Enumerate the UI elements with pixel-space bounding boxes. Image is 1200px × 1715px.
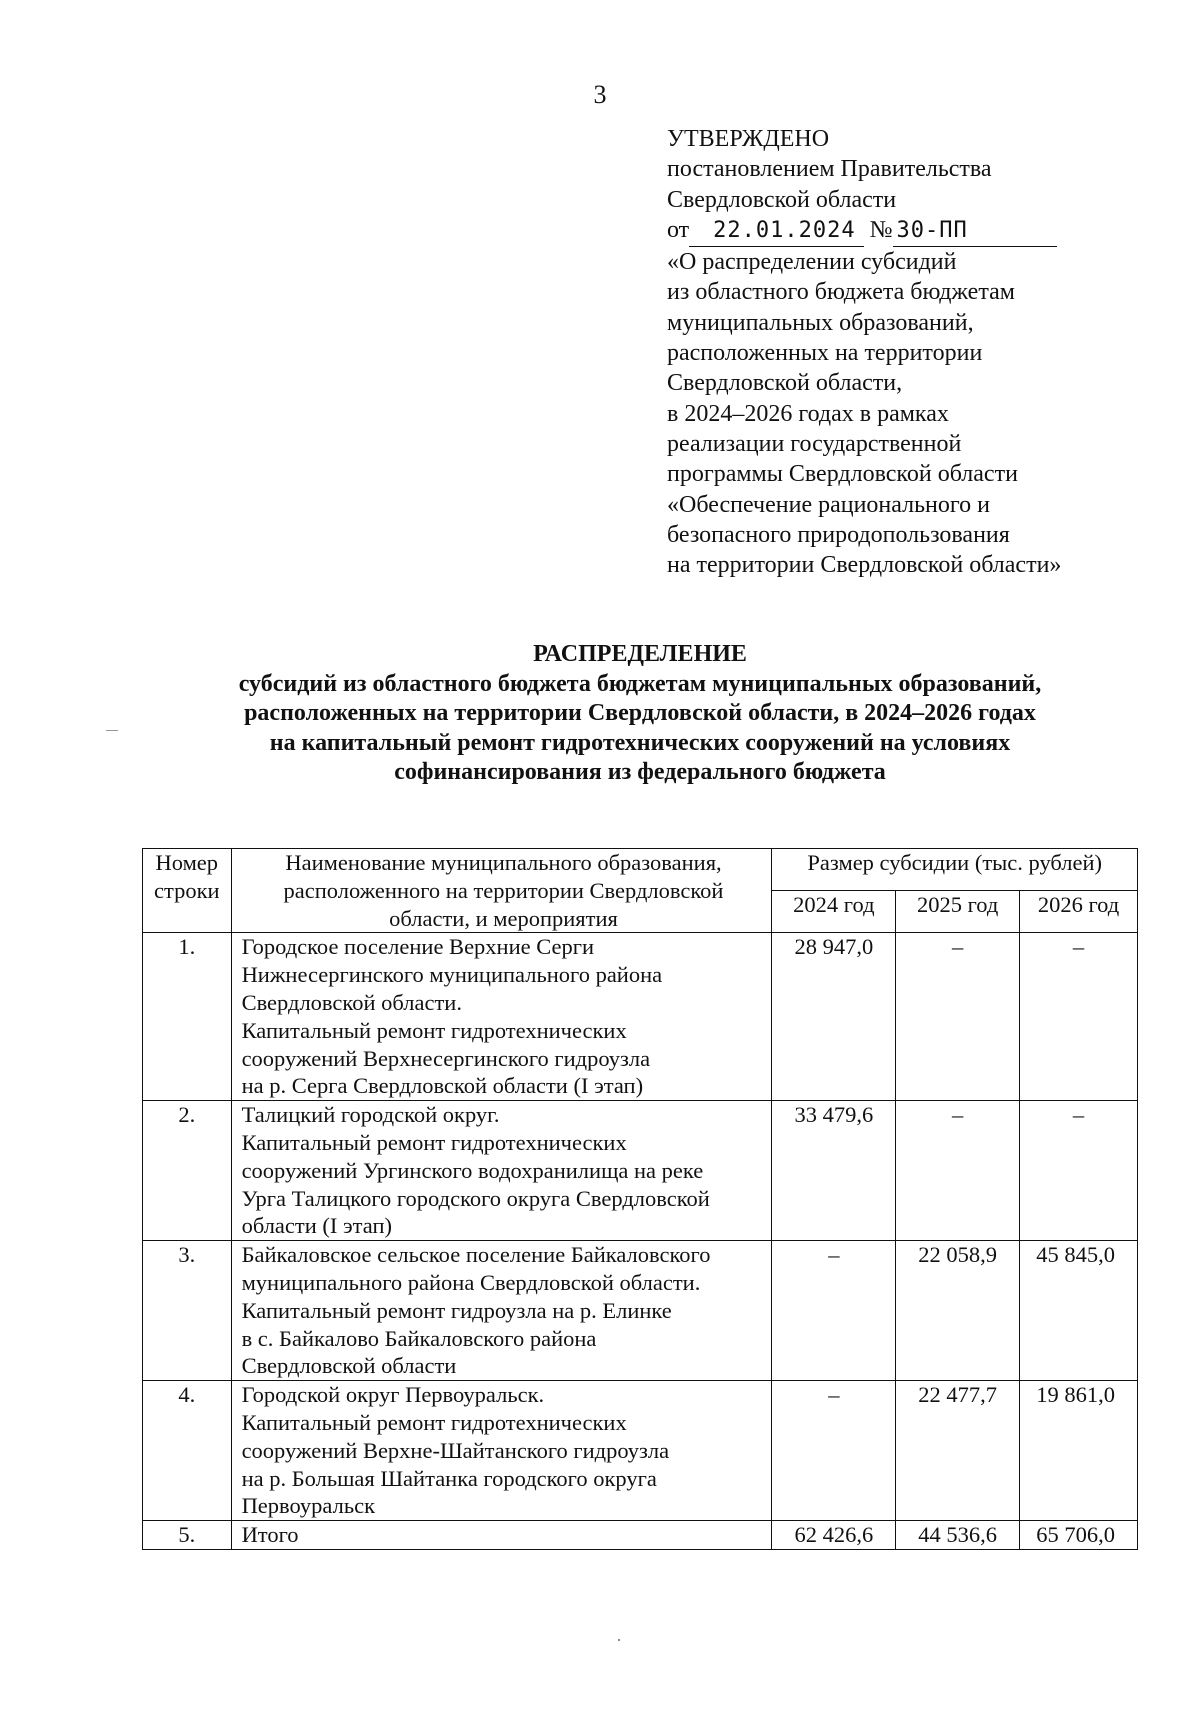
ref-number: 30-ПП — [893, 216, 1057, 247]
row-value-2025: 22 058,9 — [896, 1241, 1020, 1381]
approval-title-line: на территории Свердловской области» — [667, 552, 1062, 579]
row-value-2024: 62 426,6 — [772, 1521, 896, 1550]
approval-reference — [667, 215, 1147, 247]
approval-block — [667, 124, 1147, 580]
approval-title-line: Свердловской области, — [667, 370, 903, 397]
row-number: 5. — [143, 1521, 232, 1550]
row-value-2025: – — [896, 1101, 1020, 1241]
approval-title-line: из областного бюджета бюджетам — [667, 279, 1015, 306]
ref-date: 22.01.2024 — [689, 216, 863, 247]
document-title-main: РАСПРЕДЕЛЕНИЕ — [533, 641, 747, 667]
table-row-total — [143, 1521, 1138, 1550]
ref-no-sign: № — [869, 216, 893, 243]
row-number: 1. — [143, 933, 232, 1101]
header-year-2024: 2024 год — [772, 891, 896, 933]
row-name: Городской округ Первоуральск. Капитальный ремонт гидротехнических сооружений Верхне-Шайтанского гидроузла на р. Большая Шайтанка городского округа Первоуральск — [231, 1381, 772, 1521]
row-name: Городское поселение Верхние Серги Нижнесергинского муниципального района Свердловской области. Капитальный ремонт гидротехнических сооружений Верхнесергинского гидроузла на р. Серга Свердловской области (I этап) — [231, 933, 772, 1101]
table-row — [143, 933, 1138, 1101]
approval-heading: УТВЕРЖДЕНО — [667, 126, 830, 152]
ref-prefix: от — [667, 216, 690, 243]
document-title-line: расположенных на территории Свердловской области, в 2024–2026 годах — [244, 700, 1036, 726]
header-year-2026: 2026 год — [1020, 891, 1138, 933]
header-subsidy: Размер субсидии (тыс. рублей) — [772, 849, 1138, 891]
row-number: 3. — [143, 1241, 232, 1381]
approval-line: постановлением Правительства — [667, 156, 992, 183]
row-value-2024: 33 479,6 — [772, 1101, 896, 1241]
row-value-2026: 45 845,0 — [1020, 1241, 1138, 1381]
document-title-line: субсидий из областного бюджета бюджетам муниципальных образований, — [238, 670, 1042, 697]
subsidy-table — [142, 848, 1138, 1550]
approval-title-line: безопасного природопользования — [667, 521, 1010, 548]
header-number: Номер строки — [143, 849, 232, 933]
approval-title-line: муниципальных образований, — [667, 309, 974, 336]
document-title-line: на капитальный ремонт гидротехнических сооружений на условиях — [269, 729, 1011, 756]
header-name: Наименование муниципального образования, расположенного на территории Свердловской области, и мероприятия — [231, 849, 772, 933]
scan-dot — [618, 1639, 620, 1641]
row-number: 2. — [143, 1101, 232, 1241]
approval-title-line: расположенных на территории — [667, 340, 983, 367]
approval-title-line: программы Свердловской области — [667, 461, 1018, 488]
row-value-2024: 28 947,0 — [772, 933, 896, 1101]
approval-title-line: реализации государственной — [667, 430, 962, 457]
row-value-2026: 65 706,0 — [1020, 1521, 1138, 1550]
row-value-2025: 22 477,7 — [896, 1381, 1020, 1521]
approval-title-line: «О распределении субсидий — [667, 249, 957, 276]
document-title-line: софинансирования из федерального бюджета — [394, 759, 886, 785]
page-number: 3 — [593, 80, 607, 109]
table-row — [143, 1381, 1138, 1521]
row-value-2026: – — [1020, 1101, 1138, 1241]
row-value-2025: – — [896, 933, 1020, 1101]
row-value-2026: – — [1020, 933, 1138, 1101]
table-row — [143, 1101, 1138, 1241]
row-name: Талицкий городской округ. Капитальный ремонт гидротехнических сооружений Ургинского водохранилища на реке Урга Талицкого городского округа Свердловской области (I этап) — [231, 1101, 772, 1241]
row-name: Байкаловское сельское поселение Байкаловского муниципального района Свердловской области. Капитальный ремонт гидроузла на р. Елинке в с. Байкалово Байкаловского района Свердловской области — [231, 1241, 772, 1381]
row-value-2026: 19 861,0 — [1020, 1381, 1138, 1521]
document-title — [0, 640, 1200, 788]
row-name: Итого — [231, 1521, 772, 1550]
row-number: 4. — [143, 1381, 232, 1521]
table-row — [143, 1241, 1138, 1381]
row-value-2024: – — [772, 1381, 896, 1521]
table-header-row — [143, 849, 1138, 891]
row-value-2025: 44 536,6 — [896, 1521, 1020, 1550]
approval-title-line: «Обеспечение рационального и — [667, 491, 990, 518]
approval-line: Свердловской области — [667, 186, 897, 213]
header-year-2025: 2025 год — [896, 891, 1020, 933]
approval-title-line: в 2024–2026 годах в рамках — [667, 400, 949, 427]
row-value-2024: – — [772, 1241, 896, 1381]
margin-mark — [106, 730, 118, 731]
